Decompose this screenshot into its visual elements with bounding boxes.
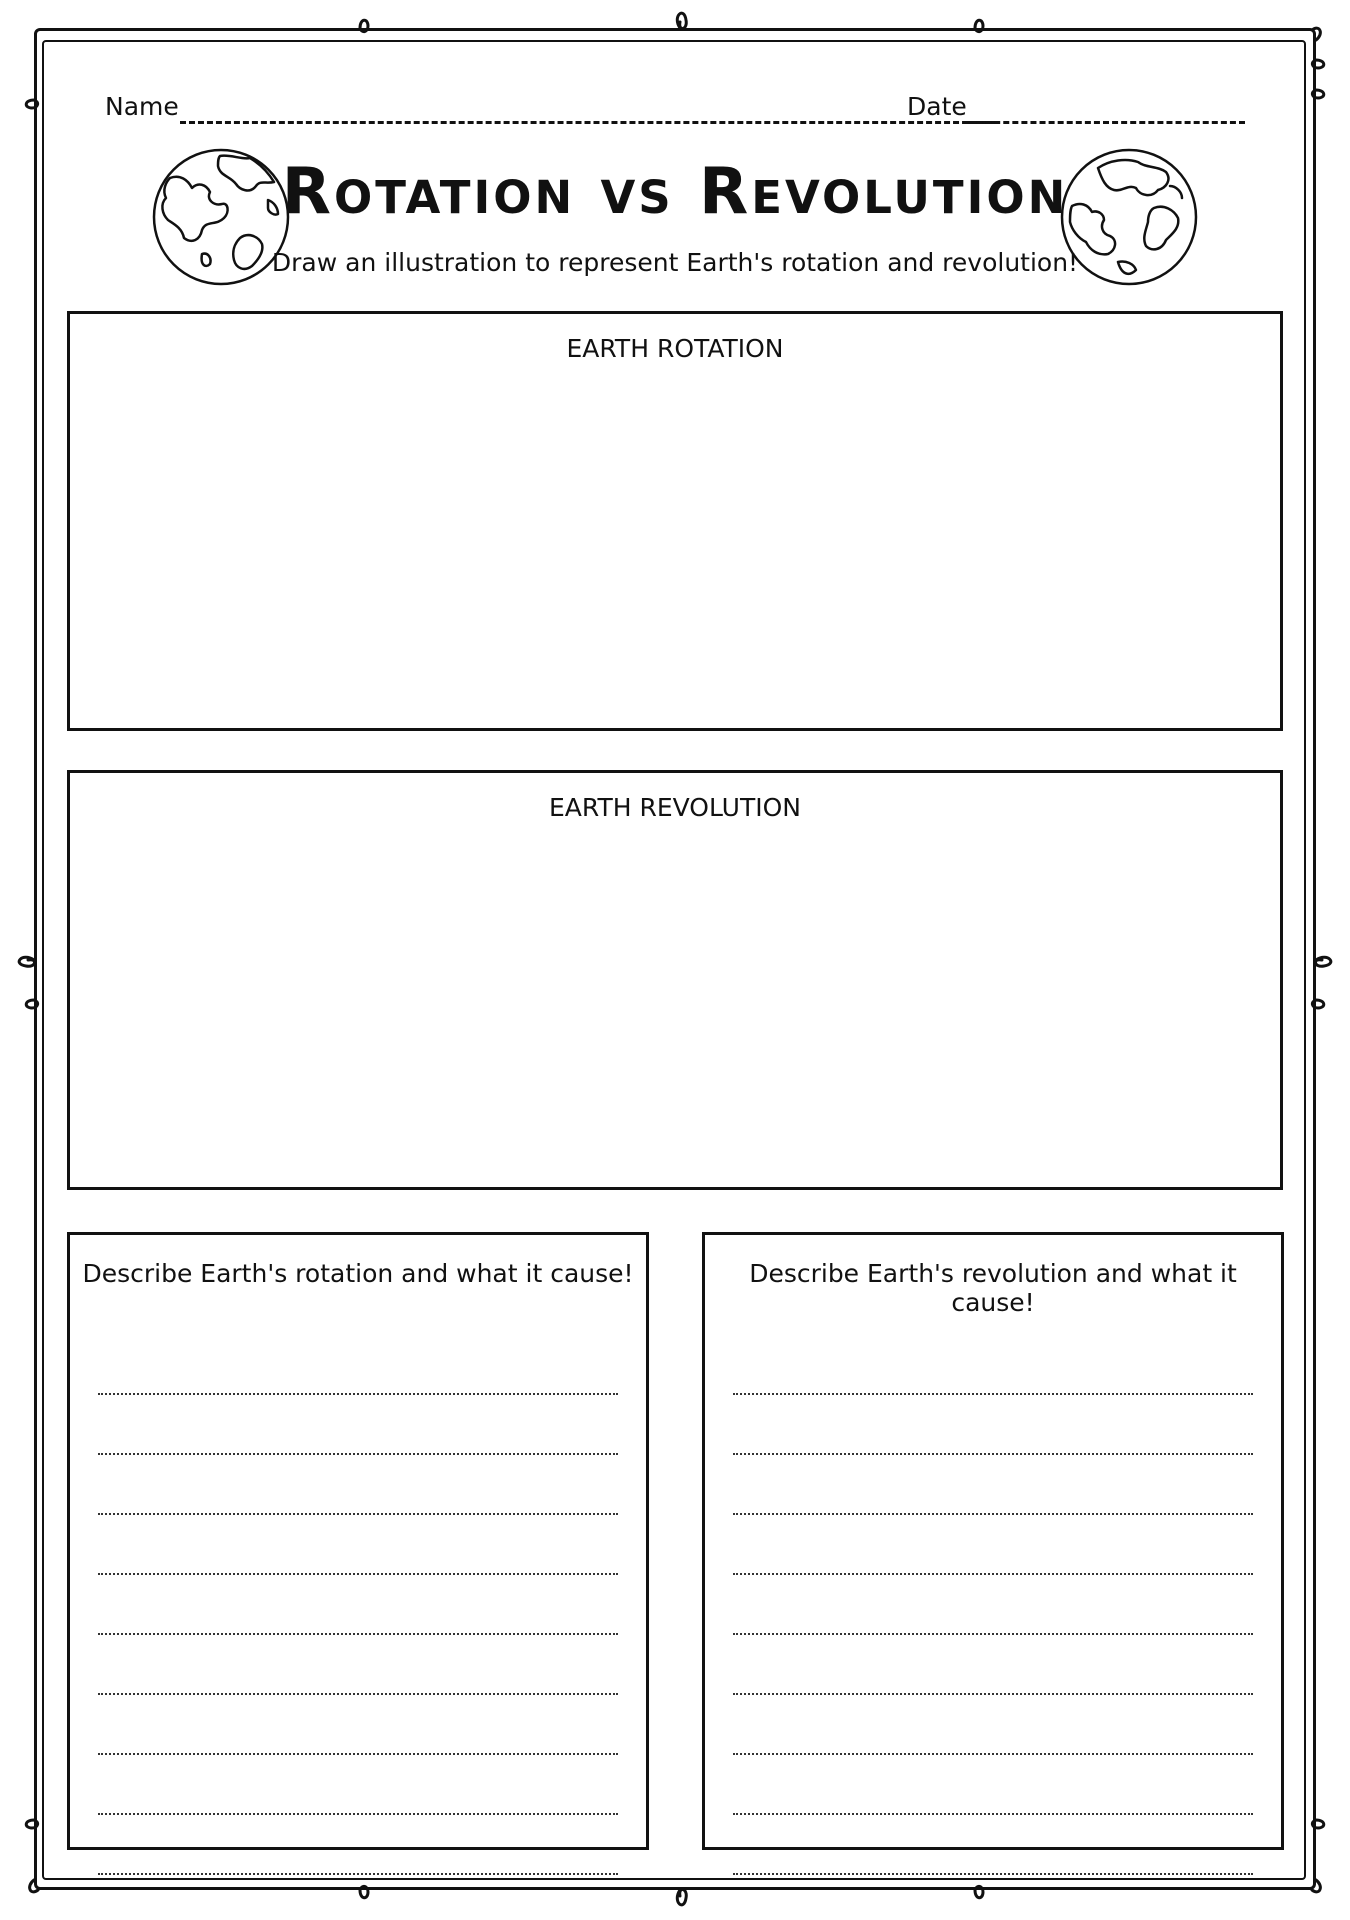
name-date-row: [105, 92, 1245, 132]
writing-line[interactable]: [98, 1335, 618, 1395]
earth-revolution-drawing-area[interactable]: [67, 770, 1283, 1190]
writing-line[interactable]: [98, 1575, 618, 1635]
writing-line[interactable]: [733, 1695, 1253, 1755]
earth-rotation-drawing-area[interactable]: [67, 311, 1283, 731]
rotation-writing-lines: [98, 1335, 618, 1875]
writing-line[interactable]: [733, 1515, 1253, 1575]
rotation-description-prompt: Describe Earth's rotation and what it cause!: [82, 1259, 634, 1288]
writing-line[interactable]: [98, 1635, 618, 1695]
writing-line[interactable]: [98, 1695, 618, 1755]
worksheet-instructions: Draw an illustration to represent Earth's rotation and revolution!: [271, 248, 1079, 277]
revolution-description-box: [702, 1232, 1284, 1850]
writing-line[interactable]: [733, 1575, 1253, 1635]
earth-rotation-label: EARTH ROTATION: [566, 334, 784, 363]
worksheet-title: Rotation vs Revolution: [281, 155, 1069, 229]
revolution-description-prompt: Describe Earth's revolution and what it cause!: [749, 1259, 1237, 1317]
name-label: Name: [105, 92, 179, 121]
writing-line[interactable]: [98, 1395, 618, 1455]
date-field[interactable]: [967, 121, 1245, 124]
rotation-description-box: [67, 1232, 649, 1850]
writing-line[interactable]: [733, 1395, 1253, 1455]
revolution-writing-lines: [733, 1335, 1253, 1875]
writing-line[interactable]: [733, 1455, 1253, 1515]
earth-revolution-label: EARTH REVOLUTION: [549, 793, 801, 822]
date-label: Date: [907, 92, 967, 121]
name-field[interactable]: [180, 121, 995, 124]
writing-line[interactable]: [733, 1635, 1253, 1695]
writing-line[interactable]: [98, 1455, 618, 1515]
writing-line[interactable]: [98, 1755, 618, 1815]
writing-line[interactable]: [733, 1335, 1253, 1395]
writing-line[interactable]: [98, 1515, 618, 1575]
writing-line[interactable]: [98, 1815, 618, 1875]
writing-line[interactable]: [733, 1755, 1253, 1815]
writing-line[interactable]: [733, 1815, 1253, 1875]
